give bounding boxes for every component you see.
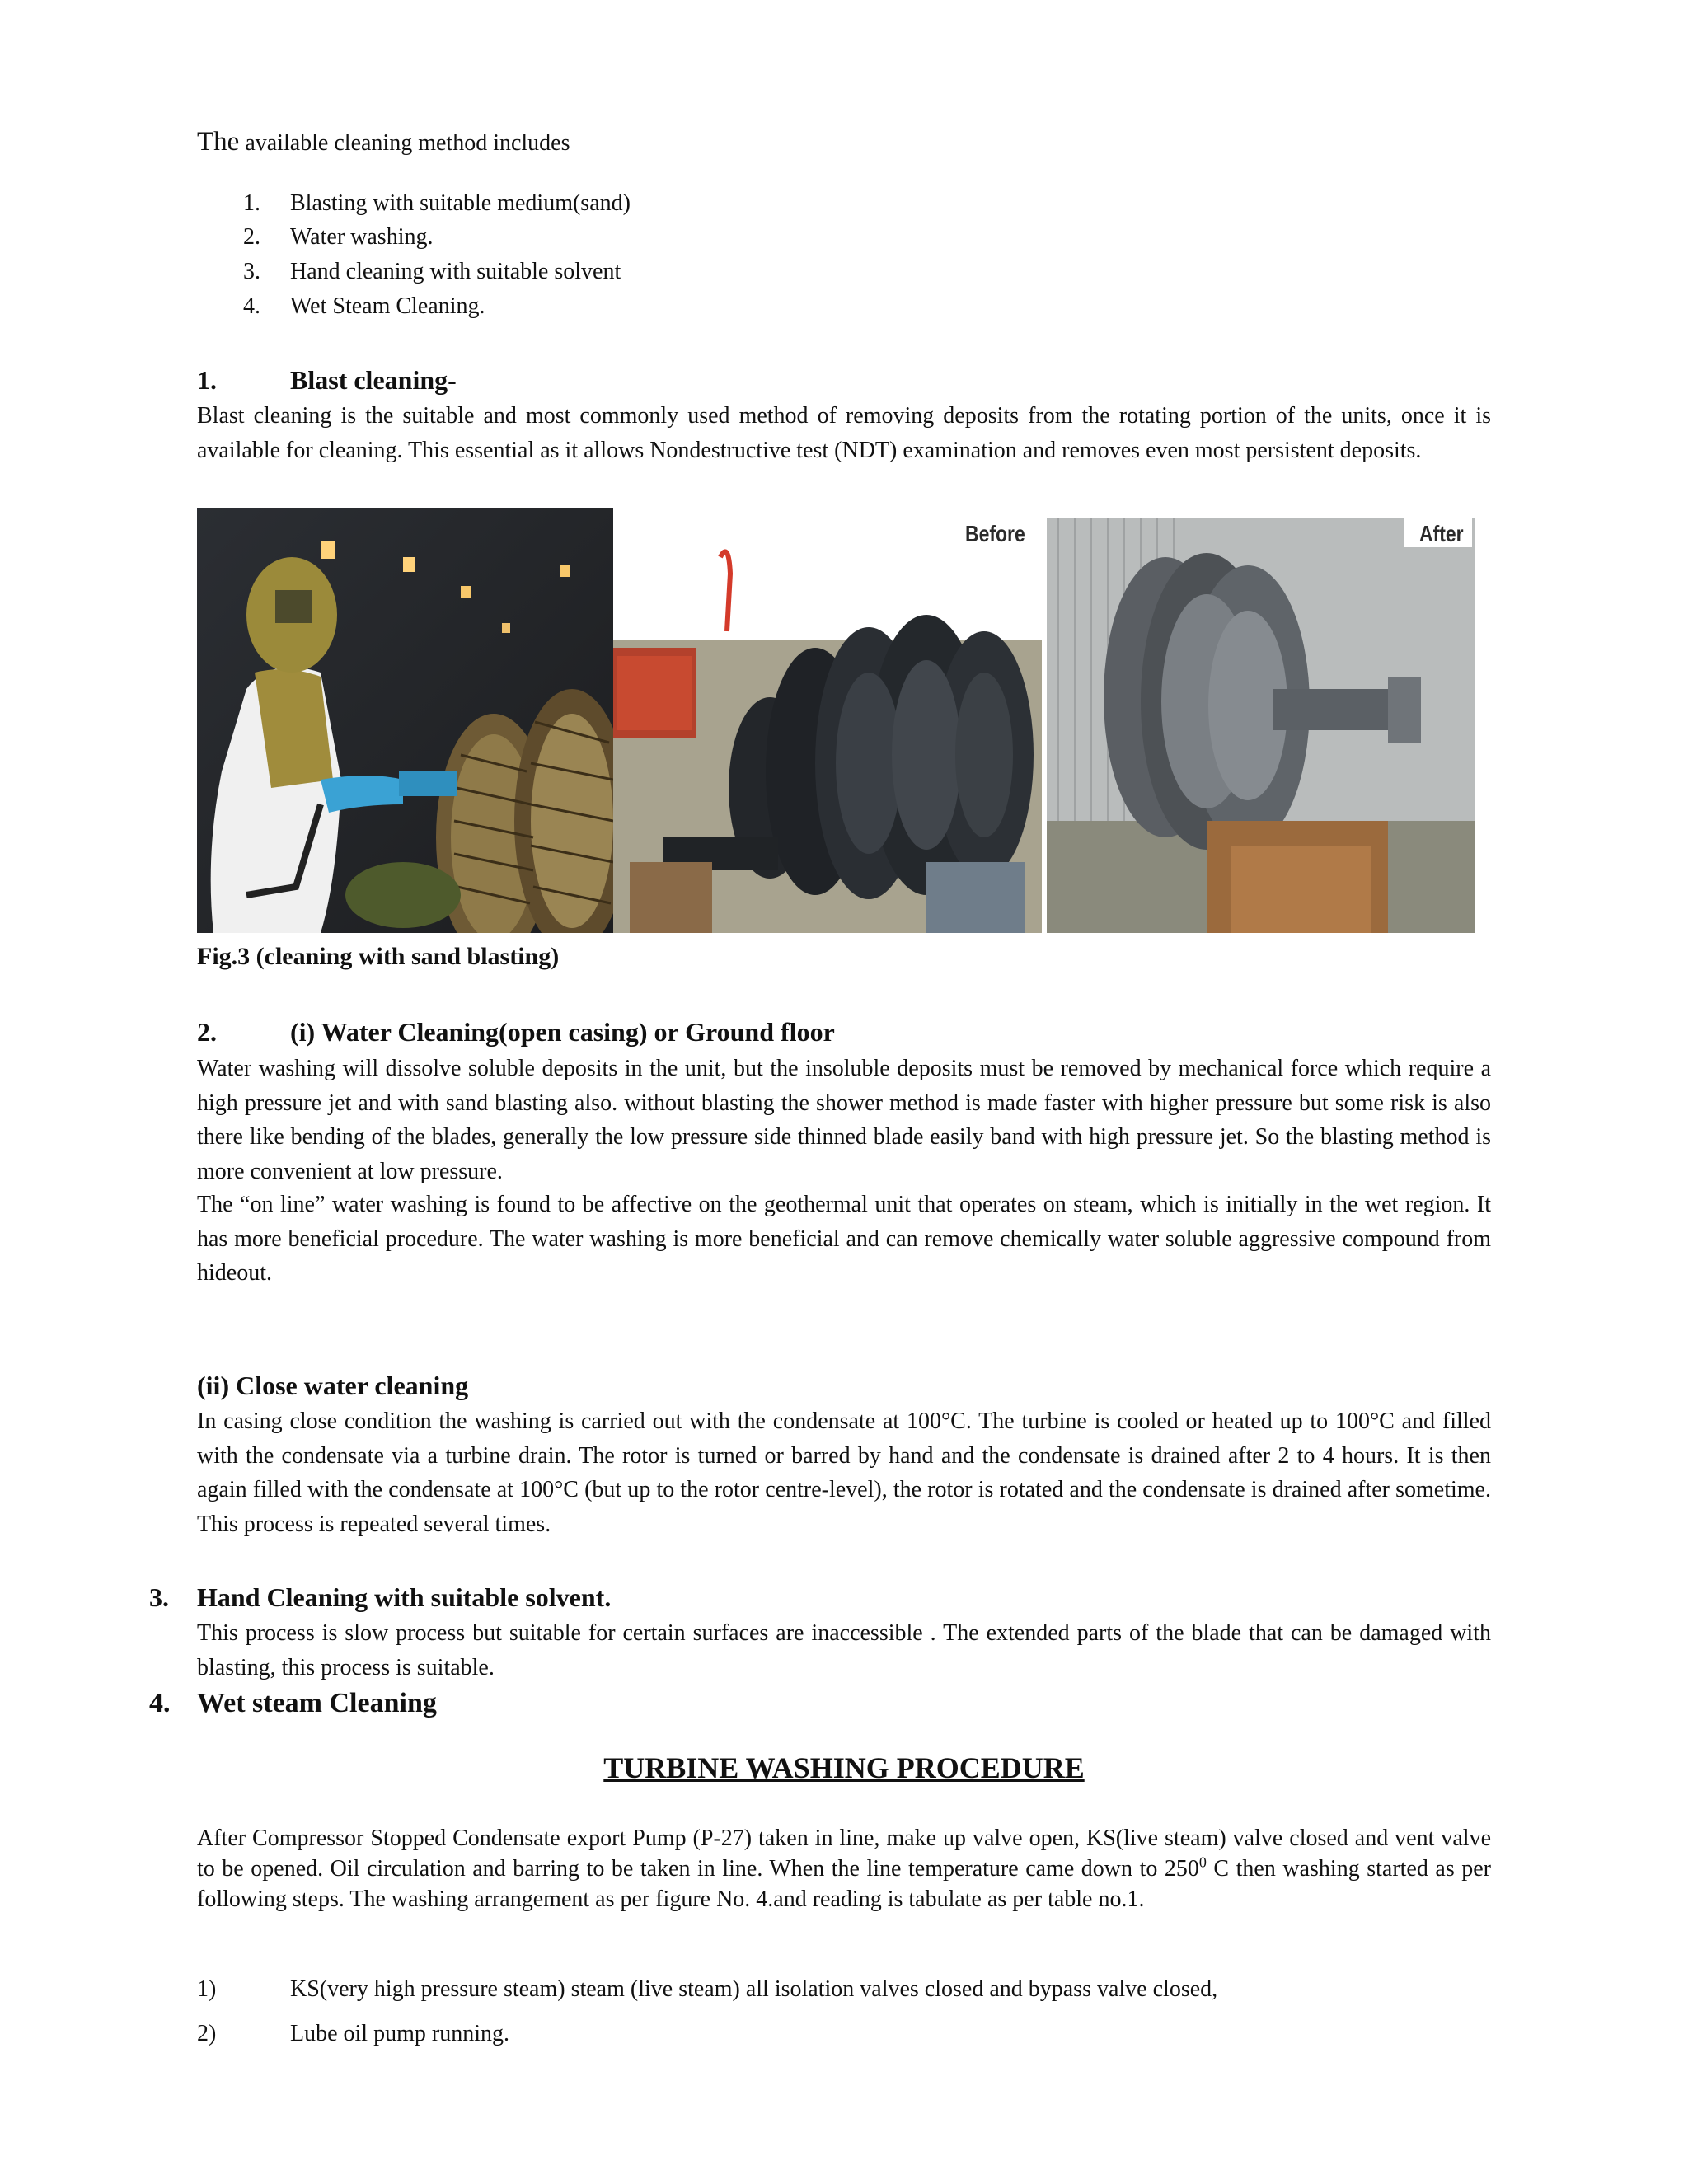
procedure-body <box>197 1823 1491 1915</box>
section-4-title: Wet steam Cleaning <box>197 1688 437 1718</box>
section-3-title: Hand Cleaning with suitable solvent. <box>197 1582 612 1612</box>
method-2-text: Water washing. <box>290 224 434 250</box>
step-1-number: 1) <box>197 1976 217 2002</box>
section-3-body: This process is slow process but suitable for certain surfaces are inaccessible . The extended parts of the blade that can be damaged with blasting, this process is suitable. <box>197 1620 1491 1680</box>
section-2-body-1: Water washing will dissolve soluble deposits in the unit, but the insoluble deposits must be removed by mechanical force which require a high pressure jet and with sand blasting also. without blasting the shower method is made faster with higher pressure but some risk is also there like bending of the blades, generally the low pressure side thinned blade easily band with high pressure jet. So the blasting method is more convenient at low pressure. <box>197 1056 1491 1184</box>
method-2-number: 2. <box>243 224 260 250</box>
intro-the: The <box>197 127 240 157</box>
rotor-after-photo <box>1042 508 1475 933</box>
method-4-number: 4. <box>243 293 260 319</box>
method-1-text: Blasting with suitable medium(sand) <box>290 190 631 216</box>
intro-text: available cleaning method includes <box>239 130 570 156</box>
section-2b-body: In casing close condition the washing is carried out with the condensate at 100°C. The turbine is cooled or heated up to 100°C and filled with the condensate via a turbine drain. The rotor is turned or barred by hand and the condensate is drained after 2 to 4 hours. It is then again filled with the condensate at 100°C (but up to the rotor centre-level), the rotor is rotated and the condensate is drained after sometime. This process is repeated several times. <box>197 1408 1491 1537</box>
procedure-body-superscript: 0 <box>1198 1854 1207 1871</box>
method-1-number: 1. <box>243 190 260 216</box>
step-1-text: KS(very high pressure steam) steam (live steam) all isolation valves closed and bypass valve closed, <box>290 1976 1218 2002</box>
rotor-before-photo <box>613 508 1042 933</box>
section-4-number: 4. <box>149 1688 171 1718</box>
method-3-number: 3. <box>243 259 260 284</box>
sand-blasting-photo <box>197 508 613 933</box>
figure-caption: Fig.3 (cleaning with sand blasting) <box>197 943 560 970</box>
section-1-title: Blast cleaning- <box>290 365 457 395</box>
procedure-body-a: After Compressor Stopped Condensate export Pump (P-27) taken in line, make up valve open, KS(live steam) valve closed and vent valve to be opened. Oil circulation and barring to be taken in line. When the line temperature came down to 250 <box>197 1825 1491 1882</box>
section-2-title: (i) Water Cleaning(open casing) or Ground floor <box>290 1017 835 1047</box>
procedure-body-b: C then washing started as per following steps. The washing arrangement as per figure No. 4.and reading is tabulate as per table no.1. <box>197 1856 1492 1912</box>
method-4-text: Wet Steam Cleaning. <box>290 293 485 319</box>
step-2-text: Lube oil pump running. <box>290 2021 509 2046</box>
step-2-number: 2) <box>197 2021 217 2046</box>
section-1-body: Blast cleaning is the suitable and most commonly used method of removing deposits from the rotating portion of the units, once it is available for cleaning. This essential as it allows Nondestructive test (NDT) examination and removes even most persistent deposits. <box>197 403 1491 463</box>
section-2b-title: (ii) Close water cleaning <box>197 1371 469 1400</box>
after-label: After <box>1419 521 1464 546</box>
before-label: Before <box>965 521 1025 546</box>
section-1-number: 1. <box>197 365 217 395</box>
section-3-number: 3. <box>149 1582 169 1612</box>
section-2-number: 2. <box>197 1017 217 1047</box>
procedure-title: TURBINE WASHING PROCEDURE <box>603 1751 1085 1784</box>
intro-line <box>197 124 570 161</box>
method-3-text: Hand cleaning with suitable solvent <box>290 259 621 284</box>
section-2-body-2: The “on line” water washing is found to be affective on the geothermal unit that operates on steam, which is initially in the wet region. It has more beneficial procedure. The water washing is more beneficial and can remove chemically water soluble aggressive compound from hideout. <box>197 1192 1491 1286</box>
